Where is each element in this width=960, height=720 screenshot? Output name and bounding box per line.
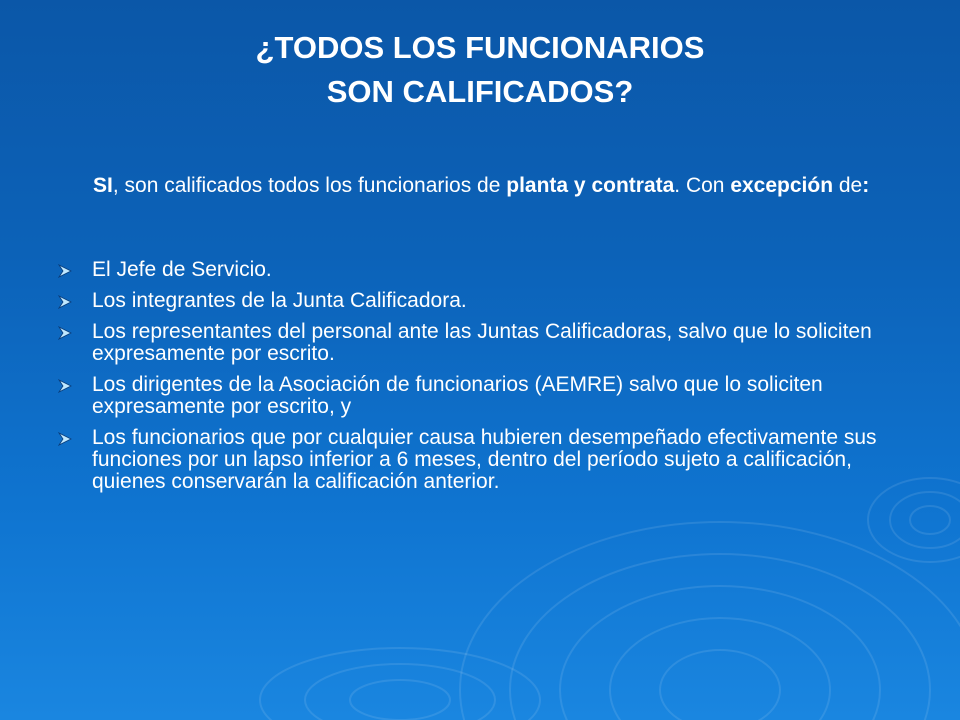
arrow-bullet-icon — [58, 432, 72, 446]
list-item — [58, 374, 918, 418]
list-item — [58, 259, 918, 281]
arrow-bullet-icon — [58, 295, 72, 309]
slide-title — [0, 26, 960, 114]
intro-bold-excepcion: excepción — [730, 174, 834, 197]
list-item-text: Los integrantes de la Junta Calificadora. — [92, 289, 467, 312]
intro-colon: : — [862, 174, 870, 197]
list-item — [58, 427, 918, 493]
list-item-text: El Jefe de Servicio. — [92, 258, 272, 281]
intro-text-3: de — [833, 174, 863, 197]
exception-list — [58, 259, 918, 502]
list-item — [58, 321, 918, 365]
title-line-1: ¿TODOS LOS FUNCIONARIOS — [255, 30, 705, 65]
intro-si: SI — [93, 174, 113, 197]
intro-bold-planta: planta y contrata — [506, 174, 675, 197]
list-item — [58, 290, 918, 312]
title-line-2: SON CALIFICADOS? — [326, 74, 634, 109]
arrow-bullet-icon — [58, 379, 72, 393]
arrow-bullet-icon — [58, 264, 72, 278]
intro-text-2: . Con — [674, 174, 731, 197]
intro-paragraph — [93, 175, 923, 197]
list-item-text: Los funcionarios que por cualquier causa hubieren desempeñado efectivamente sus funciones por un lapso inferior a 6 meses, dentro del período sujeto a calificación, quienes conservarán la calificación anterior. — [92, 426, 877, 493]
arrow-bullet-icon — [58, 326, 72, 340]
list-item-text: Los dirigentes de la Asociación de funcionarios (AEMRE) salvo que lo soliciten expresamente por escrito, y — [92, 373, 823, 418]
list-item-text: Los representantes del personal ante las Juntas Calificadoras, salvo que lo soliciten expresamente por escrito. — [92, 320, 872, 365]
intro-text-1: , son calificados todos los funcionarios de — [112, 174, 507, 197]
